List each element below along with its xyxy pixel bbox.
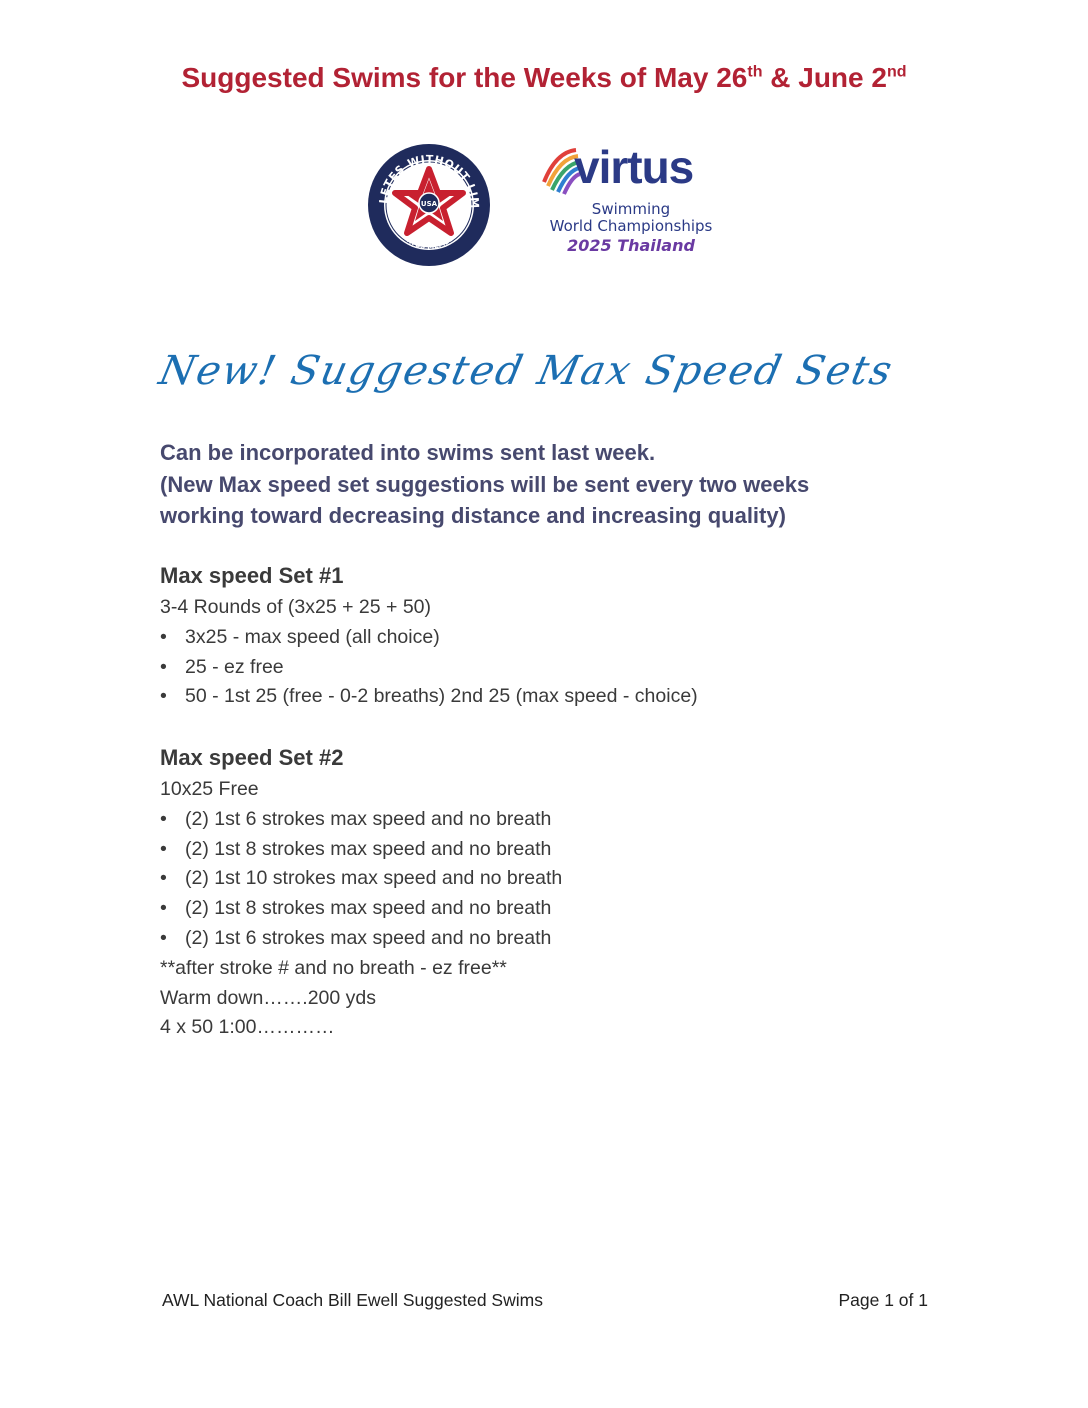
bullet-icon: • — [160, 625, 167, 648]
footer-title: AWL National Coach Bill Ewell Suggested Swims — [162, 1290, 543, 1310]
virtus-year-location: 2025 Thailand — [567, 236, 695, 255]
list-item: • (2) 1st 8 strokes max speed and no breath — [160, 835, 940, 865]
virtus-championships-logo — [536, 140, 736, 260]
bullet-icon: • — [160, 685, 167, 708]
svg-text:VIRTUS MEMBER: VIRTUS MEMBER — [399, 231, 459, 252]
warm-down-line: Warm down…….200 yds — [160, 986, 377, 1009]
intro-line-2: (New Max speed set suggestions will be sent every two weeks — [160, 471, 810, 497]
set-subheading: 10x25 Free — [160, 778, 259, 800]
intro-line-1: Can be incorporated into swims sent last week. — [160, 440, 656, 465]
set-heading: Max speed Set #1 — [160, 563, 344, 588]
svg-text:ATHLETES WITHOUT LIMITS: LETES WITHOUT LIM — [376, 152, 482, 210]
max-speed-set-2 — [160, 743, 940, 1043]
set-note: **after stroke # and no breath - ez free** — [160, 956, 507, 979]
bullet-icon: • — [160, 807, 167, 830]
virtus-wordmark: virtus — [574, 141, 694, 193]
athletes-without-limits-logo — [367, 143, 491, 267]
bullet-icon: • — [160, 655, 167, 678]
set-subheading: 3-4 Rounds of (3x25 + 25 + 50) — [160, 596, 432, 618]
bullet-icon: • — [160, 837, 167, 860]
list-item: • (2) 1st 8 strokes max speed and no breath — [160, 894, 940, 924]
bullet-icon: • — [160, 897, 167, 920]
virtus-subtitle-world-championships: World Championships — [549, 217, 713, 235]
intro-line-3: working toward decreasing distance and increasing quality) — [160, 503, 786, 528]
list-item: • (2) 1st 6 strokes max speed and no breath — [160, 924, 940, 954]
page-title: Suggested Swims for the Weeks of May 26th & June 2nd — [181, 62, 907, 93]
list-item: • (2) 1st 10 strokes max speed and no breath — [160, 864, 940, 894]
page-number: Page 1 of 1 — [838, 1290, 928, 1310]
max-speed-set-1 — [160, 561, 940, 712]
virtus-subtitle-swimming: Swimming — [591, 200, 671, 218]
svg-text:USA: USA — [420, 200, 438, 208]
intro-text — [160, 437, 920, 532]
final-set-line: 4 x 50 1:00………… — [160, 1016, 335, 1039]
bullet-icon: • — [160, 867, 167, 890]
list-item: • 25 - ez free — [160, 653, 940, 683]
set-heading: Max speed Set #2 — [160, 745, 344, 770]
list-item: • (2) 1st 6 strokes max speed and no breath — [160, 805, 940, 835]
script-heading: New! Suggested Max Speed Sets — [155, 348, 898, 394]
bullet-icon: • — [160, 926, 167, 949]
list-item: • 50 - 1st 25 (free - 0-2 breaths) 2nd 25 (max speed - choice) — [160, 682, 940, 712]
list-item: • 3x25 - max speed (all choice) — [160, 623, 940, 653]
